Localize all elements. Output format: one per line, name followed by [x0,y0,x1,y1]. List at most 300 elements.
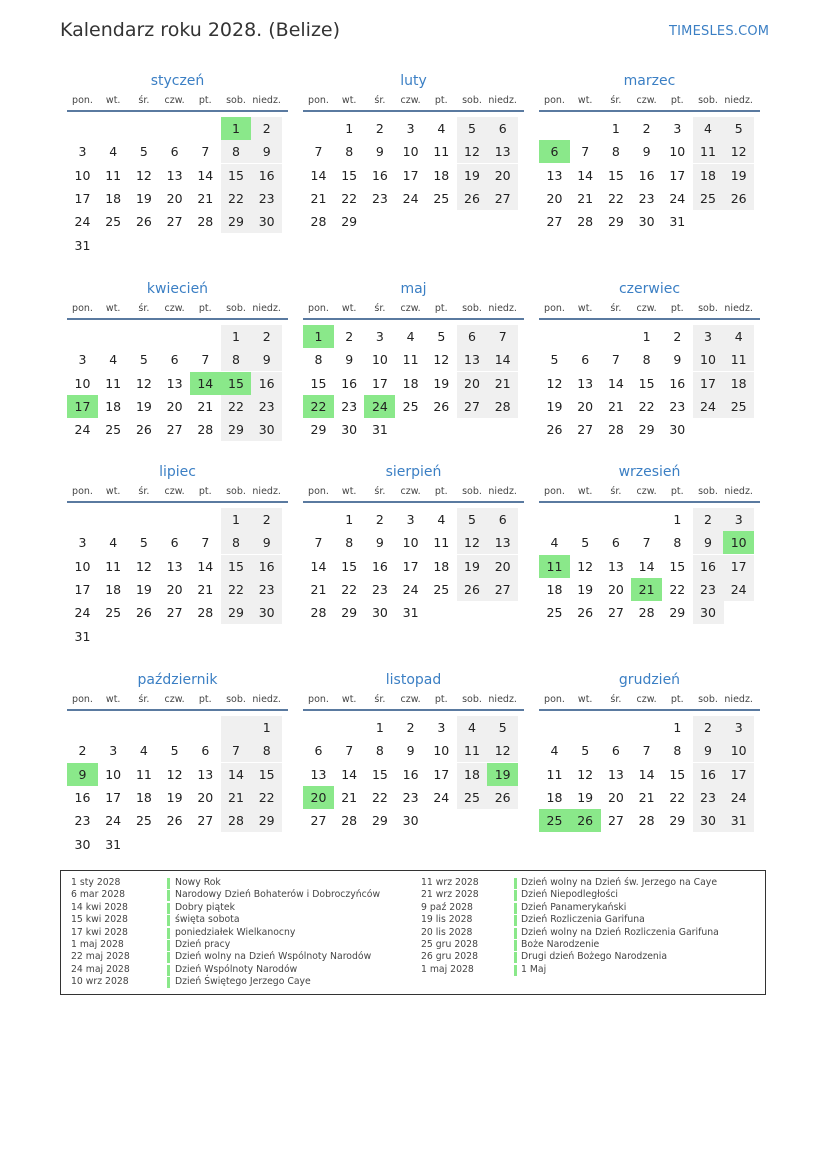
day-cell: 24 [402,190,419,206]
day-cell: 18 [105,398,122,414]
day-cell: 10 [433,743,450,759]
day-cell: 7 [201,352,210,368]
holiday-legend [60,870,766,995]
day-cell: 13 [487,531,518,554]
legend-column-right [421,877,761,976]
legend-date: 19 lis 2028 [421,914,473,926]
day-cell: 22 [221,578,252,601]
day-cell: 6 [170,144,179,160]
day-cell: 16 [371,167,388,183]
day-cell: 25 [457,786,488,809]
header-divider [303,501,524,503]
day-cell: 28 [197,605,214,621]
day-cell: 16 [251,372,282,395]
day-cell: 20 [197,789,214,805]
day-cell: 5 [457,117,488,140]
day-cell: 26 [457,187,488,210]
day-cell: 17 [693,372,724,395]
day-cell: 24 [723,786,754,809]
day-cell: 9 [251,531,282,554]
weekday-header: niedz. [252,95,281,106]
month-name: styczeń [150,73,205,89]
day-cell: 12 [487,739,518,762]
day-cell: 20 [166,190,183,206]
day-cell: 22 [669,789,686,805]
day-cell: 9 [375,535,384,551]
day-cell: 15 [341,167,358,183]
day-cell: 5 [581,743,590,759]
legend-row [421,902,761,914]
weekday-header: wt. [577,694,593,705]
day-cell: 2 [251,117,282,140]
day-cell: 8 [673,743,682,759]
day-cell: 25 [105,422,122,438]
legend-holiday-name: Dzień Rozliczenia Garifuna [521,914,645,926]
day-cell: 18 [546,581,563,597]
day-cell: 5 [487,716,518,739]
day-cell: 11 [723,348,754,371]
legend-date: 11 wrz 2028 [421,877,479,888]
weekday-header: czw. [400,694,421,705]
day-cell: 27 [166,214,183,230]
day-cell: 14 [577,167,594,183]
day-cell: 24 [693,395,724,418]
legend-holiday-name: Dzień Świętego Jerzego Caye [175,976,311,988]
legend-row [71,976,411,988]
weekday-header: pt. [198,694,212,705]
month-name: maj [400,281,427,297]
day-cell: 13 [577,375,594,391]
day-cell: 10 [723,531,754,554]
legend-color-marker [514,890,517,901]
weekday-header: pt. [198,303,212,314]
weekday-header: sob. [226,694,246,705]
day-cell: 6 [457,325,488,348]
day-cell: 15 [251,763,282,786]
day-cell: 15 [638,375,655,391]
day-cell: 31 [74,628,91,644]
legend-holiday-name: poniedziałek Wielkanocny [175,926,296,938]
day-cell: 2 [642,121,651,136]
day-cell: 26 [723,187,754,210]
day-cell: 19 [166,789,183,805]
day-cell: 23 [341,398,358,414]
day-cell: 21 [197,581,214,597]
day-cell: 2 [406,720,415,735]
day-cell: 16 [251,164,282,187]
day-cell: 27 [607,605,624,621]
header-divider [539,709,760,711]
day-cell: 10 [74,167,91,183]
legend-color-marker [514,928,517,939]
weekday-header: pon. [72,694,93,705]
day-cell: 30 [251,418,282,441]
day-cell: 12 [457,531,488,554]
weekday-header: niedz. [252,486,281,497]
day-cell: 18 [135,789,152,805]
weekday-header: czw. [164,95,185,106]
header-divider [67,709,288,711]
day-cell: 12 [135,167,152,183]
day-cell: 31 [669,214,686,230]
day-cell: 1 [221,325,252,348]
weekday-header: sob. [462,303,482,314]
day-cell: 21 [310,581,327,597]
weekday-header: sob. [698,694,718,705]
day-cell: 22 [638,398,655,414]
legend-row [421,951,761,963]
day-cell: 19 [457,164,488,187]
legend-holiday-name: Dzień Wspólnoty Narodów [175,963,298,975]
day-cell: 14 [197,167,214,183]
day-cell: 8 [611,144,620,160]
day-cell: 5 [550,352,559,368]
day-cell: 17 [67,395,98,418]
day-cell: 17 [402,167,419,183]
day-cell: 14 [190,372,221,395]
day-cell: 26 [433,398,450,414]
legend-row [421,914,761,926]
page-title: Kalendarz roku 2028. (Belize) [60,19,341,41]
day-cell: 23 [251,187,282,210]
day-cell: 1 [611,121,620,136]
day-cell: 2 [375,121,384,136]
day-cell: 31 [402,605,419,621]
day-cell: 10 [402,535,419,551]
day-cell: 22 [341,581,358,597]
weekday-header: śr. [374,303,386,314]
day-cell: 25 [546,605,563,621]
day-cell: 30 [669,422,686,438]
legend-holiday-name: Dzień wolny na Dzień św. Jerzego na Caye [521,877,718,888]
day-cell: 7 [314,144,323,160]
day-cell: 18 [402,375,419,391]
day-cell: 4 [723,325,754,348]
day-cell: 28 [638,605,655,621]
legend-holiday-name: 1 Maj [521,963,547,975]
day-cell: 23 [251,578,282,601]
weekday-header: wt. [105,95,121,106]
day-cell: 4 [693,117,724,140]
day-cell: 31 [105,836,122,852]
day-cell: 7 [345,743,354,759]
legend-row [71,927,411,939]
day-cell: 29 [669,605,686,621]
day-cell: 8 [251,739,282,762]
day-cell: 17 [433,766,450,782]
day-cell: 17 [105,789,122,805]
weekday-header: pon. [308,486,329,497]
day-cell: 22 [341,190,358,206]
weekday-header: pon. [544,486,565,497]
legend-color-marker [167,928,170,939]
day-cell: 22 [607,190,624,206]
weekday-header: sob. [462,95,482,106]
weekday-header: sob. [698,303,718,314]
weekday-header: wt. [341,303,357,314]
day-cell: 23 [371,190,388,206]
legend-date: 21 wrz 2028 [421,889,479,901]
day-cell: 20 [607,581,624,597]
legend-row [421,964,761,976]
day-cell: 5 [457,508,488,531]
header-divider [303,318,524,320]
weekday-header: niedz. [724,303,753,314]
day-cell: 11 [105,375,122,391]
day-cell: 9 [693,531,724,554]
month-name: wrzesień [618,464,681,480]
day-cell: 28 [310,214,327,230]
legend-color-marker [167,952,170,963]
weekday-header: śr. [374,95,386,106]
day-cell: 28 [341,813,358,829]
weekday-header: pt. [670,303,684,314]
day-cell: 29 [669,813,686,829]
weekday-header: wt. [577,486,593,497]
day-cell: 16 [251,555,282,578]
day-cell: 31 [371,422,388,438]
day-cell: 21 [310,190,327,206]
day-cell: 14 [221,763,252,786]
weekday-header: pon. [544,303,565,314]
day-cell: 1 [221,508,252,531]
weekday-header: pt. [434,486,448,497]
header-divider [303,709,524,711]
legend-date: 1 sty 2028 [71,877,121,888]
day-cell: 21 [197,398,214,414]
day-cell: 8 [375,743,384,759]
day-cell: 11 [546,766,563,782]
day-cell: 20 [166,398,183,414]
day-cell: 6 [539,140,570,163]
weekday-header: śr. [138,694,150,705]
day-cell: 26 [135,605,152,621]
legend-date: 14 kwi 2028 [71,901,128,913]
day-cell: 13 [607,558,624,574]
day-cell: 13 [166,167,183,183]
day-cell: 19 [135,190,152,206]
month-name: sierpień [385,464,442,480]
day-cell: 29 [371,813,388,829]
weekday-header: pt. [434,95,448,106]
month-name: grudzień [618,672,681,688]
day-cell: 23 [371,581,388,597]
day-cell: 26 [546,422,563,438]
day-cell: 25 [135,813,152,829]
day-cell: 30 [402,813,419,829]
legend-holiday-name: Drugi dzień Bożego Narodzenia [521,951,668,963]
weekday-header: niedz. [488,303,517,314]
day-cell: 24 [433,789,450,805]
day-cell: 19 [433,375,450,391]
day-cell: 2 [251,325,282,348]
legend-color-marker [514,903,517,914]
day-cell: 27 [166,422,183,438]
day-cell: 17 [371,375,388,391]
day-cell: 27 [166,605,183,621]
day-cell: 31 [74,237,91,253]
day-cell: 15 [221,372,252,395]
header-divider [67,501,288,503]
day-cell: 2 [693,508,724,531]
weekday-header: pon. [308,95,329,106]
day-cell: 13 [310,766,327,782]
weekday-header: pt. [670,694,684,705]
legend-holiday-name: Dzień pracy [175,938,231,950]
day-cell: 25 [105,214,122,230]
day-cell: 22 [251,786,282,809]
day-cell: 18 [105,581,122,597]
day-cell: 12 [457,140,488,163]
day-cell: 4 [406,329,415,344]
legend-color-marker [514,965,517,976]
day-cell: 2 [251,508,282,531]
weekday-header: pt. [670,486,684,497]
legend-color-marker [514,878,517,889]
day-cell: 29 [607,214,624,230]
day-cell: 11 [402,352,419,368]
weekday-header: sob. [226,95,246,106]
legend-date: 10 wrz 2028 [71,976,129,988]
day-cell: 24 [723,578,754,601]
day-cell: 5 [723,117,754,140]
day-cell: 1 [221,117,252,140]
header-divider [539,501,760,503]
day-cell: 24 [402,581,419,597]
day-cell: 6 [170,352,179,368]
day-cell: 30 [74,836,91,852]
day-cell: 7 [201,535,210,551]
day-cell: 15 [669,766,686,782]
day-cell: 15 [221,164,252,187]
weekday-header: sob. [462,486,482,497]
day-cell: 30 [371,605,388,621]
day-cell: 13 [166,375,183,391]
legend-row [71,951,411,963]
weekday-header: śr. [138,95,150,106]
day-cell: 15 [669,558,686,574]
day-cell: 8 [345,535,354,551]
day-cell: 21 [607,398,624,414]
day-cell: 8 [673,535,682,551]
weekday-header: niedz. [488,486,517,497]
day-cell: 30 [693,601,724,624]
day-cell: 28 [310,605,327,621]
weekday-header: sob. [698,95,718,106]
day-cell: 30 [693,809,724,832]
day-cell: 15 [221,555,252,578]
day-cell: 9 [673,352,682,368]
day-cell: 8 [314,352,323,368]
day-cell: 14 [638,766,655,782]
legend-color-marker [514,952,517,963]
day-cell: 4 [457,716,488,739]
legend-holiday-name: święta sobota [175,914,240,926]
day-cell: 23 [693,786,724,809]
day-cell: 1 [345,121,354,136]
day-cell: 21 [638,789,655,805]
day-cell: 17 [669,167,686,183]
day-cell: 15 [341,558,358,574]
day-cell: 3 [78,535,87,551]
weekday-header: śr. [374,486,386,497]
month-name: marzec [623,73,676,89]
day-cell: 8 [345,144,354,160]
day-cell: 9 [67,763,98,786]
day-cell: 1 [642,329,651,344]
weekday-header: czw. [636,694,657,705]
weekday-header: wt. [341,95,357,106]
day-cell: 29 [221,601,252,624]
day-cell: 8 [221,531,252,554]
legend-date: 25 gru 2028 [421,938,479,950]
day-cell: 29 [638,422,655,438]
day-cell: 31 [723,809,754,832]
day-cell: 24 [74,605,91,621]
day-cell: 28 [197,214,214,230]
day-cell: 19 [135,581,152,597]
day-cell: 1 [251,716,282,739]
day-cell: 17 [723,555,754,578]
legend-row [71,914,411,926]
legend-holiday-name: Dzień wolny na Dzień Rozliczenia Garifuna [521,926,719,938]
brand-link[interactable]: TIMESLES.COM [669,24,770,39]
weekday-header: śr. [610,694,622,705]
header-divider [539,110,760,112]
legend-color-marker [167,915,170,926]
day-cell: 29 [251,809,282,832]
day-cell: 3 [109,743,118,759]
weekday-header: sob. [226,486,246,497]
legend-holiday-name: Dobry piątek [175,901,235,913]
day-cell: 30 [341,422,358,438]
legend-date: 22 maj 2028 [71,951,130,963]
weekday-header: sob. [698,486,718,497]
day-cell: 19 [135,398,152,414]
legend-holiday-name: Narodowy Dzień Bohaterów i Dobroczyńców [175,889,381,901]
day-cell: 18 [105,190,122,206]
day-cell: 5 [170,743,179,759]
day-cell: 4 [550,535,559,551]
day-cell: 9 [251,348,282,371]
month-name: luty [400,73,427,89]
month-name: październik [137,672,218,688]
day-cell: 10 [693,348,724,371]
day-cell: 14 [487,348,518,371]
day-cell: 26 [166,813,183,829]
day-cell: 3 [78,144,87,160]
day-cell: 15 [607,167,624,183]
legend-color-marker [167,977,170,988]
legend-holiday-name: Nowy Rok [175,877,221,888]
legend-row [71,902,411,914]
day-cell: 16 [693,555,724,578]
day-cell: 11 [433,144,450,160]
weekday-header: pt. [198,95,212,106]
day-cell: 11 [693,140,724,163]
day-cell: 26 [135,214,152,230]
day-cell: 20 [546,190,563,206]
day-cell: 22 [303,395,334,418]
day-cell: 7 [642,535,651,551]
day-cell: 10 [723,739,754,762]
day-cell: 12 [546,375,563,391]
day-cell: 16 [74,789,91,805]
day-cell: 7 [314,535,323,551]
day-cell: 1 [345,512,354,527]
day-cell: 28 [221,809,252,832]
legend-holiday-name: Dzień Niepodległości [521,889,619,901]
